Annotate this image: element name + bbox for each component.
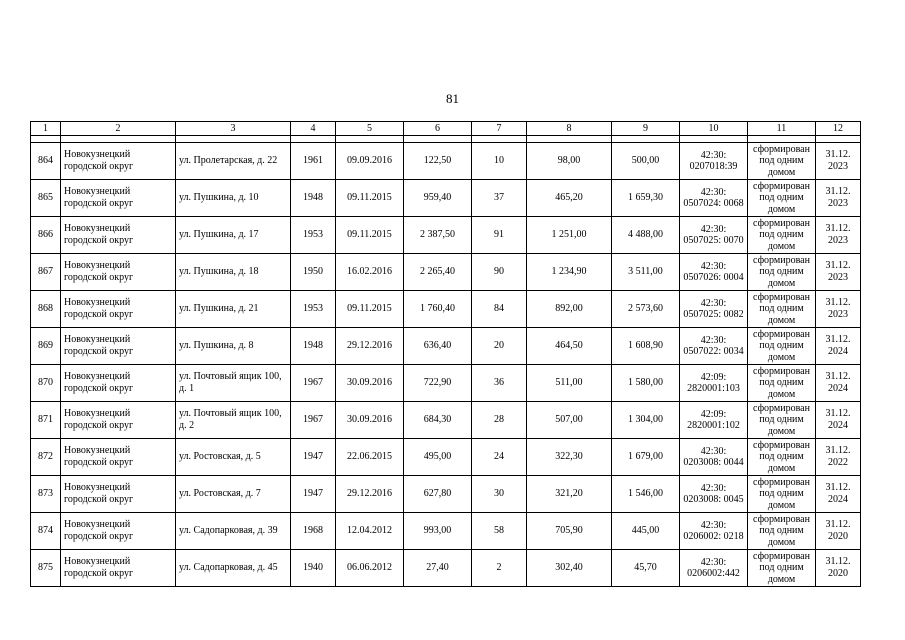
column-number-row (31, 122, 861, 136)
table-row (31, 254, 861, 291)
column-header: 10 (680, 122, 748, 136)
municipality-cell: Новокузнецкий городской округ (61, 439, 176, 476)
column-header: 3 (176, 122, 291, 136)
year-cell: 1967 (291, 402, 336, 439)
date-cell: 22.06.2015 (336, 439, 404, 476)
residents-count-cell: 30 (472, 476, 527, 513)
deadline-cell: 31.12. 2022 (816, 439, 861, 476)
total-area-cell: 2 387,50 (404, 217, 472, 254)
spacer-cell (291, 136, 336, 143)
municipality-cell: Новокузнецкий городской округ (61, 402, 176, 439)
spacer-cell (472, 136, 527, 143)
cadastral-number-cell: 42:30: 0203008: 0044 (680, 439, 748, 476)
row-number: 870 (31, 365, 61, 402)
date-cell: 30.09.2016 (336, 402, 404, 439)
municipality-cell: Новокузнецкий городской округ (61, 217, 176, 254)
table-row (31, 402, 861, 439)
residents-count-cell: 2 (472, 550, 527, 587)
cadastral-number-cell: 42:30: 0203008: 0045 (680, 476, 748, 513)
year-cell: 1953 (291, 217, 336, 254)
year-cell: 1961 (291, 143, 336, 180)
table-row (31, 476, 861, 513)
address-cell: ул. Пушкина, д. 21 (176, 291, 291, 328)
residents-count-cell: 84 (472, 291, 527, 328)
table-row (31, 513, 861, 550)
land-area-cell: 3 511,00 (612, 254, 680, 291)
total-area-cell: 495,00 (404, 439, 472, 476)
deadline-cell: 31.12. 2023 (816, 180, 861, 217)
column-header: 7 (472, 122, 527, 136)
address-cell: ул. Садопарковая, д. 45 (176, 550, 291, 587)
address-cell: ул. Почтовый ящик 100, д. 1 (176, 365, 291, 402)
total-area-cell: 27,40 (404, 550, 472, 587)
address-cell: ул. Пушкина, д. 10 (176, 180, 291, 217)
spacer-cell (612, 136, 680, 143)
land-area-cell: 500,00 (612, 143, 680, 180)
spacer-cell (527, 136, 612, 143)
deadline-cell: 31.12. 2024 (816, 402, 861, 439)
total-area-cell: 722,90 (404, 365, 472, 402)
year-cell: 1953 (291, 291, 336, 328)
land-status-cell: сформирован под одним домом (748, 365, 816, 402)
living-area-cell: 321,20 (527, 476, 612, 513)
address-cell: ул. Пушкина, д. 17 (176, 217, 291, 254)
column-header: 6 (404, 122, 472, 136)
address-cell: ул. Пушкина, д. 8 (176, 328, 291, 365)
year-cell: 1948 (291, 180, 336, 217)
column-header: 9 (612, 122, 680, 136)
land-status-cell: сформирован под одним домом (748, 143, 816, 180)
land-area-cell: 45,70 (612, 550, 680, 587)
land-area-cell: 1 679,00 (612, 439, 680, 476)
date-cell: 30.09.2016 (336, 365, 404, 402)
spacer-cell (680, 136, 748, 143)
spacer-cell (61, 136, 176, 143)
column-header: 2 (61, 122, 176, 136)
column-header: 1 (31, 122, 61, 136)
land-status-cell: сформирован под одним домом (748, 217, 816, 254)
cadastral-number-cell: 42:30: 0207018:39 (680, 143, 748, 180)
cadastral-number-cell: 42:30: 0206002:442 (680, 550, 748, 587)
cadastral-number-cell: 42:30: 0507026: 0004 (680, 254, 748, 291)
row-number: 875 (31, 550, 61, 587)
living-area-cell: 1 251,00 (527, 217, 612, 254)
address-cell: ул. Ростовская, д. 5 (176, 439, 291, 476)
row-number: 868 (31, 291, 61, 328)
deadline-cell: 31.12. 2020 (816, 550, 861, 587)
row-number: 865 (31, 180, 61, 217)
column-header: 8 (527, 122, 612, 136)
residents-count-cell: 24 (472, 439, 527, 476)
housing-register-table (30, 121, 861, 587)
land-status-cell: сформирован под одним домом (748, 513, 816, 550)
total-area-cell: 122,50 (404, 143, 472, 180)
cadastral-number-cell: 42:09: 2820001:103 (680, 365, 748, 402)
spacer-cell (404, 136, 472, 143)
residents-count-cell: 37 (472, 180, 527, 217)
date-cell: 06.06.2012 (336, 550, 404, 587)
land-status-cell: сформирован под одним домом (748, 291, 816, 328)
land-area-cell: 445,00 (612, 513, 680, 550)
living-area-cell: 1 234,90 (527, 254, 612, 291)
deadline-cell: 31.12. 2023 (816, 143, 861, 180)
municipality-cell: Новокузнецкий городской округ (61, 143, 176, 180)
cadastral-number-cell: 42:30: 0507024: 0068 (680, 180, 748, 217)
residents-count-cell: 90 (472, 254, 527, 291)
living-area-cell: 705,90 (527, 513, 612, 550)
land-status-cell: сформирован под одним домом (748, 402, 816, 439)
year-cell: 1947 (291, 439, 336, 476)
spacer-row (31, 136, 861, 143)
land-area-cell: 2 573,60 (612, 291, 680, 328)
row-number: 866 (31, 217, 61, 254)
table-body (31, 122, 861, 587)
table-row (31, 217, 861, 254)
year-cell: 1948 (291, 328, 336, 365)
cadastral-number-cell: 42:30: 0507025: 0082 (680, 291, 748, 328)
total-area-cell: 1 760,40 (404, 291, 472, 328)
table-row (31, 291, 861, 328)
living-area-cell: 302,40 (527, 550, 612, 587)
cadastral-number-cell: 42:30: 0507025: 0070 (680, 217, 748, 254)
date-cell: 09.09.2016 (336, 143, 404, 180)
living-area-cell: 98,00 (527, 143, 612, 180)
residents-count-cell: 20 (472, 328, 527, 365)
residents-count-cell: 10 (472, 143, 527, 180)
year-cell: 1947 (291, 476, 336, 513)
land-area-cell: 1 608,90 (612, 328, 680, 365)
row-number: 873 (31, 476, 61, 513)
land-area-cell: 1 304,00 (612, 402, 680, 439)
year-cell: 1950 (291, 254, 336, 291)
living-area-cell: 322,30 (527, 439, 612, 476)
row-number: 871 (31, 402, 61, 439)
date-cell: 09.11.2015 (336, 217, 404, 254)
spacer-cell (816, 136, 861, 143)
row-number: 864 (31, 143, 61, 180)
municipality-cell: Новокузнецкий городской округ (61, 513, 176, 550)
land-status-cell: сформирован под одним домом (748, 328, 816, 365)
address-cell: ул. Почтовый ящик 100, д. 2 (176, 402, 291, 439)
table-row (31, 143, 861, 180)
date-cell: 16.02.2016 (336, 254, 404, 291)
date-cell: 09.11.2015 (336, 291, 404, 328)
deadline-cell: 31.12. 2024 (816, 328, 861, 365)
land-status-cell: сформирован под одним домом (748, 254, 816, 291)
table-row (31, 365, 861, 402)
residents-count-cell: 36 (472, 365, 527, 402)
total-area-cell: 2 265,40 (404, 254, 472, 291)
cadastral-number-cell: 42:30: 0507022: 0034 (680, 328, 748, 365)
municipality-cell: Новокузнецкий городской округ (61, 291, 176, 328)
table-row (31, 180, 861, 217)
land-status-cell: сформирован под одним домом (748, 439, 816, 476)
living-area-cell: 511,00 (527, 365, 612, 402)
spacer-cell (31, 136, 61, 143)
living-area-cell: 892,00 (527, 291, 612, 328)
municipality-cell: Новокузнецкий городской округ (61, 328, 176, 365)
column-header: 5 (336, 122, 404, 136)
residents-count-cell: 91 (472, 217, 527, 254)
address-cell: ул. Пушкина, д. 18 (176, 254, 291, 291)
living-area-cell: 464,50 (527, 328, 612, 365)
spacer-cell (748, 136, 816, 143)
land-area-cell: 4 488,00 (612, 217, 680, 254)
municipality-cell: Новокузнецкий городской округ (61, 476, 176, 513)
total-area-cell: 684,30 (404, 402, 472, 439)
row-number: 867 (31, 254, 61, 291)
table-row (31, 550, 861, 587)
municipality-cell: Новокузнецкий городской округ (61, 550, 176, 587)
page-number: 81 (446, 91, 459, 106)
total-area-cell: 627,80 (404, 476, 472, 513)
deadline-cell: 31.12. 2023 (816, 254, 861, 291)
land-status-cell: сформирован под одним домом (748, 550, 816, 587)
cadastral-number-cell: 42:09: 2820001:102 (680, 402, 748, 439)
address-cell: ул. Пролетарская, д. 22 (176, 143, 291, 180)
total-area-cell: 993,00 (404, 513, 472, 550)
total-area-cell: 636,40 (404, 328, 472, 365)
date-cell: 12.04.2012 (336, 513, 404, 550)
total-area-cell: 959,40 (404, 180, 472, 217)
land-area-cell: 1 580,00 (612, 365, 680, 402)
land-status-cell: сформирован под одним домом (748, 476, 816, 513)
column-header: 12 (816, 122, 861, 136)
column-header: 4 (291, 122, 336, 136)
column-header: 11 (748, 122, 816, 136)
date-cell: 29.12.2016 (336, 328, 404, 365)
year-cell: 1940 (291, 550, 336, 587)
deadline-cell: 31.12. 2024 (816, 365, 861, 402)
municipality-cell: Новокузнецкий городской округ (61, 180, 176, 217)
row-number: 869 (31, 328, 61, 365)
spacer-cell (336, 136, 404, 143)
deadline-cell: 31.12. 2023 (816, 217, 861, 254)
living-area-cell: 465,20 (527, 180, 612, 217)
cadastral-number-cell: 42:30: 0206002: 0218 (680, 513, 748, 550)
date-cell: 09.11.2015 (336, 180, 404, 217)
residents-count-cell: 58 (472, 513, 527, 550)
land-area-cell: 1 659,30 (612, 180, 680, 217)
row-number: 874 (31, 513, 61, 550)
residents-count-cell: 28 (472, 402, 527, 439)
municipality-cell: Новокузнецкий городской округ (61, 254, 176, 291)
municipality-cell: Новокузнецкий городской округ (61, 365, 176, 402)
table-row (31, 439, 861, 476)
deadline-cell: 31.12. 2024 (816, 476, 861, 513)
address-cell: ул. Садопарковая, д. 39 (176, 513, 291, 550)
year-cell: 1967 (291, 365, 336, 402)
year-cell: 1968 (291, 513, 336, 550)
deadline-cell: 31.12. 2020 (816, 513, 861, 550)
deadline-cell: 31.12. 2023 (816, 291, 861, 328)
living-area-cell: 507,00 (527, 402, 612, 439)
land-status-cell: сформирован под одним домом (748, 180, 816, 217)
address-cell: ул. Ростовская, д. 7 (176, 476, 291, 513)
land-area-cell: 1 546,00 (612, 476, 680, 513)
spacer-cell (176, 136, 291, 143)
table-row (31, 328, 861, 365)
row-number: 872 (31, 439, 61, 476)
date-cell: 29.12.2016 (336, 476, 404, 513)
